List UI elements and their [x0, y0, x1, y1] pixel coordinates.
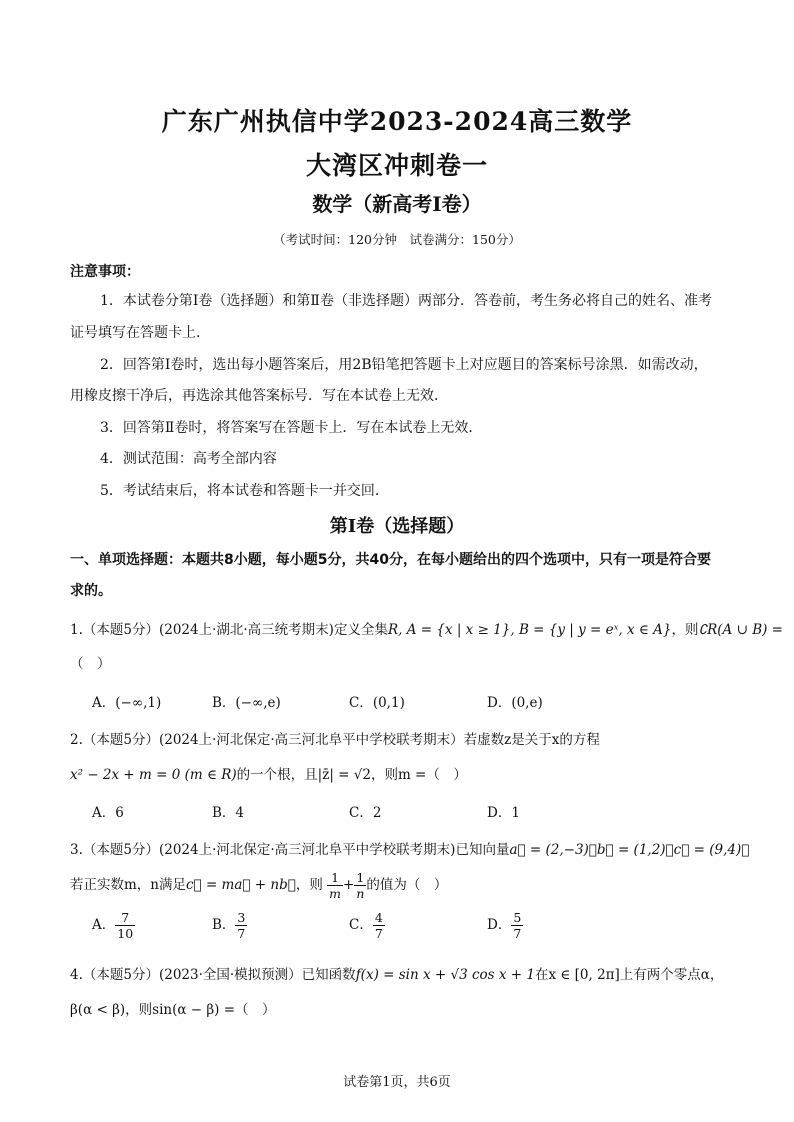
fraction-1-over-m — [327, 870, 343, 901]
notice-item-5: 5．考试结束后，将本试卷和答题卡一并交回． — [100, 483, 389, 499]
question-3-line-1 — [70, 838, 749, 858]
option-label: B． — [212, 917, 236, 933]
part1-instruction-a: 一、单项选择题：本题共8小题，每小题5分，共40分，在每小题给出的四个选项中，只有一项是符合要 — [70, 552, 711, 568]
question-4-function: f(x) = sin x + √3 cos x + 1 — [355, 967, 535, 983]
question-4-domain: 在x ∈ [0, 2π]上有两个零点α， — [534, 967, 724, 983]
q3-option-c — [349, 910, 385, 941]
option-label: D． — [487, 917, 512, 933]
question-1-stem — [70, 618, 783, 638]
question-1-sets: R, A = {x | x ≥ 1}, B = {y | y = eˣ, x ∈ A} — [387, 622, 672, 638]
question-2-condition: 的一个根，且|z̄| = √2，则m =（ ） — [236, 767, 467, 783]
q1-option-b: B．(−∞,e) — [212, 695, 281, 711]
frac-den: 7 — [237, 926, 246, 941]
plus-sign: + — [343, 877, 355, 893]
frac-num: 4 — [374, 910, 383, 925]
title-line-1: 广东广州执信中学2023-2024高三数学 — [161, 107, 633, 136]
question-3-then: ，则 — [295, 877, 323, 893]
question-3-prefix: 3.（本题5分）(2024上·河北保定·高三河北阜平中学校联考期末)已知向量 — [70, 842, 510, 858]
frac-den: n — [356, 886, 365, 901]
q1-option-d: D．(0,e) — [487, 695, 543, 711]
question-4-prefix: 4.（本题5分）(2023·全国·模拟预测）已知函数 — [70, 967, 356, 983]
notice-item-4: 4．测试范围：高考全部内容 — [100, 451, 277, 467]
question-4-line-1 — [70, 963, 723, 983]
question-1-complement: ∁R(A ∪ B) = — [698, 622, 783, 638]
frac-den: 7 — [513, 926, 522, 941]
frac-num: 1 — [327, 870, 343, 886]
q2-option-a: A．6 — [92, 805, 124, 821]
question-3-line-2 — [70, 870, 447, 901]
notice-item-1a: 1．本试卷分第Ⅰ卷（选择题）和第Ⅱ卷（非选择题）两部分．答卷前，考生务必将自己的姓名、准考 — [100, 293, 712, 309]
fraction-1-over-n — [354, 870, 366, 901]
question-1-mid: ，则 — [671, 622, 699, 638]
option-label: A． — [92, 917, 116, 933]
title-line-2: 大湾区冲刺卷一 — [305, 151, 488, 180]
q1-option-c: C．(0,1) — [349, 695, 405, 711]
q1-option-a: A．(−∞,1) — [92, 695, 162, 711]
question-2-equation: x² − 2x + m = 0 (m ∈ R) — [70, 767, 237, 783]
option-label: C． — [349, 917, 373, 933]
exam-info: （考试时间：120分钟 试卷满分：150分） — [273, 232, 521, 247]
question-4-line-2: β(α < β)，则sin(α − β) =（ ） — [70, 1002, 276, 1018]
question-3-cond: 若正实数m，n满足 — [70, 877, 186, 893]
q2-option-c: C．2 — [349, 805, 382, 821]
question-2-line-2 — [70, 763, 467, 783]
q3-option-d — [487, 910, 523, 941]
q2-option-b: B．4 — [212, 805, 245, 821]
notice-item-2a: 2．回答第Ⅰ卷时，选出每小题答案后，用2B铅笔把答题卡上对应题目的答案标号涂黑．如需改动， — [100, 357, 708, 373]
section-title: 第Ⅰ卷（选择题） — [329, 516, 465, 537]
q3-option-b — [212, 910, 247, 941]
q3-option-a — [92, 910, 135, 941]
notice-item-2b: 用橡皮擦干净后，再选涂其他答案标号．写在本试卷上无效． — [70, 388, 448, 404]
question-3-vector-eq: c⃗ = ma⃗ + nb⃗ — [186, 877, 296, 893]
q2-option-d: D．1 — [487, 805, 520, 821]
frac-num: 7 — [115, 910, 135, 926]
frac-den: 10 — [117, 926, 134, 941]
title-line-3: 数学（新高考I卷） — [312, 192, 482, 216]
part1-instruction-b: 求的。 — [70, 583, 112, 599]
question-1-prefix: 1.（本题5分）(2024上·湖北·高三统考期末)定义全集 — [70, 622, 388, 638]
frac-den: 7 — [374, 926, 383, 941]
notice-item-3: 3．回答第Ⅱ卷时，将答案写在答题卡上．写在本试卷上无效． — [100, 420, 483, 436]
notice-item-1b: 证号填写在答题卡上． — [70, 325, 210, 341]
frac-num: 1 — [354, 870, 366, 886]
page-footer: 试卷第1页，共6页 — [343, 1075, 451, 1090]
question-3-ask: 的值为（ ） — [366, 877, 448, 893]
frac-num: 5 — [513, 910, 522, 925]
notice-heading: 注意事项： — [70, 264, 140, 280]
frac-den: m — [329, 886, 341, 901]
question-1-paren: （ ） — [70, 656, 111, 672]
question-2-line-1: 2.（本题5分）(2024上·河北保定·高三河北阜平中学校联考期末）若虚数z是关于x的方程 — [70, 732, 600, 748]
question-3-vectors: a⃗ = (2,−3)，b⃗ = (1,2)，c⃗ = (9,4)， — [509, 842, 750, 858]
frac-num: 3 — [237, 910, 246, 925]
